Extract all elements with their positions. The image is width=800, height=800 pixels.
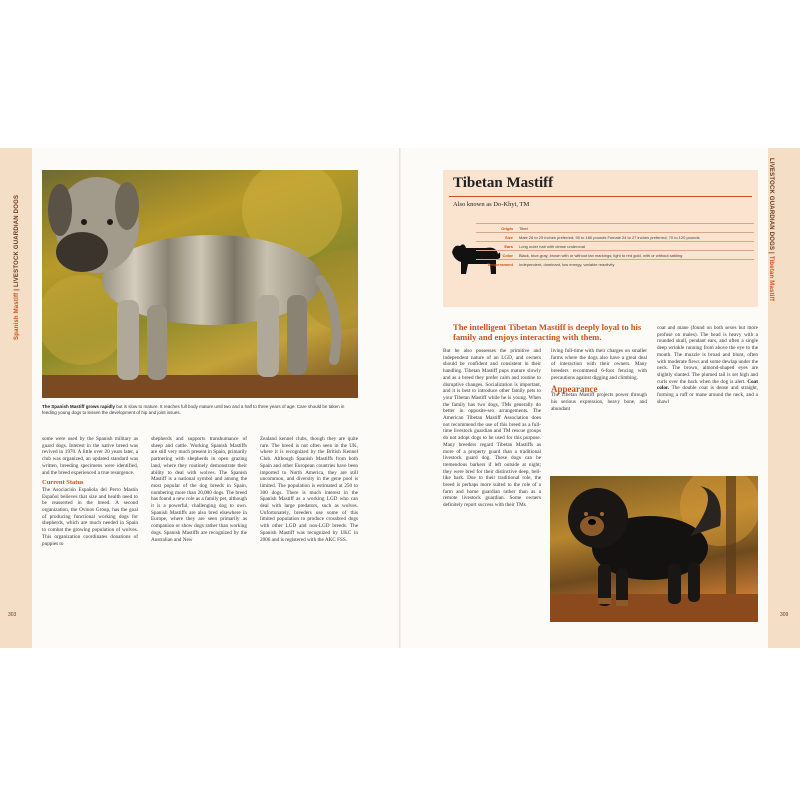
left-col3-paragraph: Zealand kennel clubs, though they are quite rare. The breed is not often seen in the UK, where it is recognized by the British Kennel Club. Although Spanish Mastiffs from both Spain and other European countries have been imported to North America, they are still uncommon, and diversity in the gene pool is limited. The population is estimated at 250 to 300 dogs. There is much interest in the Spanish Mastiff as a working LGD who can deal with large predators, such as wolves. Unfortunately, breeders use some of this limited population to produce crossbred dogs with other LGD and non-LGD breeds. The Spanish Mastiff was recognized by UKC in 2006 and is registered with the AKC FSS.: [260, 436, 358, 543]
right-column-2: [551, 348, 647, 412]
spec-row: Ears Long outer hair with dense undercoat: [476, 242, 754, 251]
left-col1-paragraph-2: The Asociación Española del Perro Mastín Español believes that size and health need to be reasserted in the breed. A second organization, the Ovinos Group, has the goal of producing functional working dogs for shepherds, which are much needed in Spain to combat the growing population of wolves. This organization coordinates donations of puppies to: [42, 486, 138, 547]
right-col2-paragraph-2: The Tibetan Mastiff projects power through his serious expression, heavy bone, and abundant: [551, 392, 647, 412]
left-col2-paragraph: shepherds and supports transhumance of sheep and cattle. Working Spanish Mastiffs are still very much present in Spain, primarily partnering with shepherds in open grazing land, where they routinely demonstrate their ability to deal with wolves. The Spanish Mastiff is a national symbol and among the most popular of the dog breeds in Spain, numbering more than 20,000 dogs. The breed has found a new role as a family pet, although it is a powerful, challenging dog to own. Spanish Mastiffs are also bred elsewhere in Europe, where they are seen primarily as companion or show dogs rather than working dogs. Spanish Mastiffs are recognized by the Australian and New: [151, 436, 247, 543]
spanish-mastiff-photo: [42, 170, 358, 398]
right-col3-paragraph: coat and mane (found on both sexes but more profuse on males). The head is heavy with a rounded skull, pendant ears, and often a single deep wrinkle running from above the eye to the mouth. The muzzle is broad and blunt, often with moderate flews and some dewlap under the neck. The brown, almond-shaped eyes are slightly slanted. The plumed tail is set high and curls over the back when the dog is alert. Coat color. The double coat is dense and straight, forming a ruff or mane around the neck, and a shawl: [657, 325, 758, 405]
current-status-heading: Current Status: [42, 479, 84, 487]
title-rule: [449, 196, 752, 197]
tibetan-mastiff-illustration: [550, 476, 758, 622]
lead-paragraph: The intelligent Tibetan Mastiff is deeply loyal to his family and enjoys interacting with them.: [453, 322, 642, 342]
left-column-3: [260, 436, 358, 543]
breed-spec-table: [476, 223, 754, 268]
spanish-mastiff-caption: The Spanish Mastiff grows rapidly but is slow to mature. It reaches full body mature until two and a half to three years of age. Care should be taken in feeding young dogs to lessen the development of hip and joint issues.: [42, 404, 345, 415]
tibetan-mastiff-photo: [550, 476, 758, 622]
right-col2-paragraph: living full-time with their charges on smaller farms where the dogs also have a great deal of interaction with their owners. Many breeders recommend 6-foot fencing with precautions against digging and climbing.: [551, 348, 647, 381]
spec-row: Size Male 26 to 29 inches preferred; 90 to 160 pounds Female 24 to 27 inches preferred; 70 to 120 pounds: [476, 233, 754, 242]
appearance-heading: Appearance: [551, 383, 598, 394]
spec-row: Color Black, blue-gray, brown with or without tan markings; light to red gold, with or without sabling: [476, 251, 754, 260]
right-column-3: [657, 325, 758, 405]
right-running-head: LIVESTOCK GUARDIAN DOGS | Tibetan Mastiff: [768, 158, 774, 302]
left-column-2: [151, 436, 247, 543]
left-running-head: Spanish Mastiff | LIVESTOCK GUARDIAN DOGS: [14, 194, 20, 340]
left-column-1: [42, 436, 138, 547]
left-page-number: 303: [8, 612, 17, 618]
also-known-as: Also known as Do-Khyi, TM: [453, 201, 530, 208]
right-col1-paragraph: But he also possesses the primitive and independent nature of an LGD, and owners should be confident and consistent in their handling. Tibetan Mastiff pups mature slowly and as a breed they prefer calm and routine to disruptive changes. Socialization is important, and it is best to introduce other family pets to your Tibetan Mastiff while he is young. When the family has two dogs, TMs generally do better in opposite-sex arrangements. The American Tibetan Mastiff Association does not recommend the use of this breed as a full-time livestock guardian and TM rescue groups do not adopt dogs to be used for this purpose. Many breeders regard Tibetan Mastiffs as more of a property guard than a traditional livestock guard dog. These dogs can be tremendous barkers if left outside at night; they were bred for their distinctive deep, bell-like bark. Due to their traditional role, the breed is perhaps more suited to the role of a farm and home guardian rather than as a remote livestock guardian. Some owners definitely report success with their TMs: [443, 348, 541, 509]
left-col1-paragraph: some were used by the Spanish military as guard dogs. Interest in the native breed was revived in 1970. A little over 20 years later, a club was organized, an updated standard was written, breeding specimens were identified, and the breed experienced a true resurgence.: [42, 436, 138, 476]
spec-row: Origin Tibet: [476, 224, 754, 233]
breed-title: Tibetan Mastiff: [453, 175, 554, 191]
book-gutter: [399, 148, 401, 648]
right-column-1: [443, 348, 541, 509]
right-page-number: 309: [780, 612, 789, 618]
spanish-mastiff-illustration: [42, 170, 358, 398]
spec-row: Temperament Independent, dominant, low energy, variable reactivity: [476, 260, 754, 269]
